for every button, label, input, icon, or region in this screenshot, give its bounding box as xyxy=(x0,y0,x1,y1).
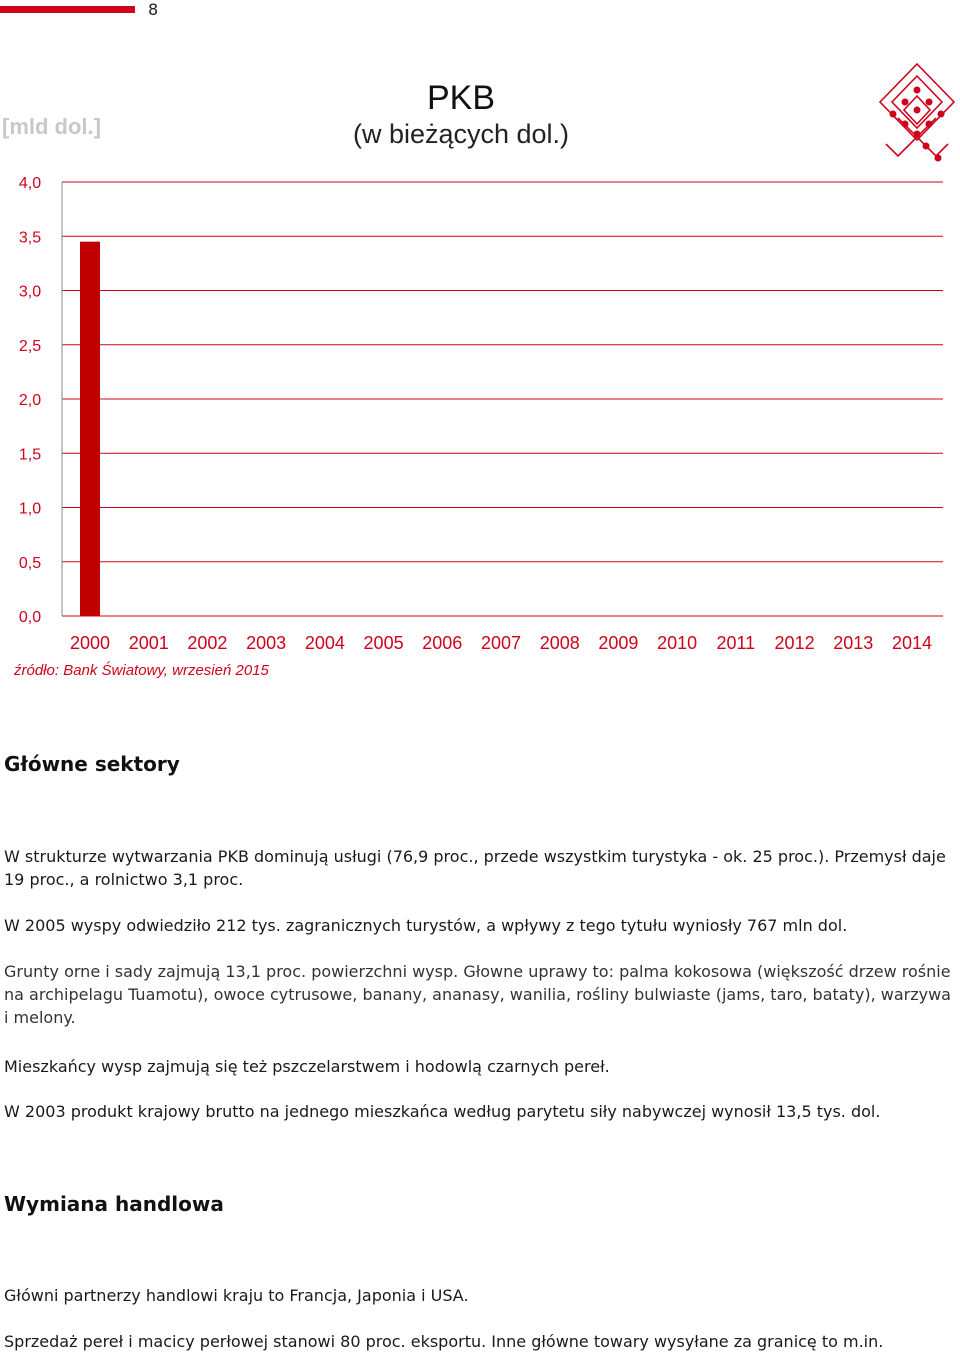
pkb-bar-chart xyxy=(0,160,960,660)
x-tick-label: 2002 xyxy=(187,633,228,653)
x-tick-label: 2003 xyxy=(246,633,287,653)
page-number: 8 xyxy=(148,0,159,19)
y-tick-label: 1,5 xyxy=(18,446,42,464)
paragraph: W strukturze wytwarzania PKB dominują usługi (76,9 proc., przede wszystkim turystyka - ok. 25 proc.). Przemysł daje 19 proc., a rolnictwo 3,1 proc. xyxy=(4,847,946,889)
paragraph: W 2005 wyspy odwiedziło 212 tys. zagranicznych turystów, a wpływy z tego tytułu wyniosły 767 mln dol. xyxy=(4,916,848,935)
y-tick-label: 3,5 xyxy=(18,229,42,247)
y-tick-label: 0,0 xyxy=(18,609,42,626)
section-heading-glowne-sektory: Główne sektory xyxy=(4,752,180,776)
chart-title-block xyxy=(0,78,960,150)
x-tick-label: 2007 xyxy=(480,633,522,653)
x-tick-label: 2008 xyxy=(539,633,580,653)
y-tick-label: 3,0 xyxy=(18,283,42,301)
paragraph: Grunty orne i sady zajmują 13,1 proc. powierzchni wysp. Głowne uprawy to: palma kokosowa (większość drzew rośnie na archipelagu Tuamotu), owoce cytrusowe, banany, ananasy, wanilia, rośliny bulwiaste (jams, taro, bataty), warzywa i melony. xyxy=(4,962,951,1027)
chart-source-note: źródło: Bank Światowy, wrzesień 2015 xyxy=(14,662,269,679)
y-tick-label: 1,0 xyxy=(18,500,42,518)
header-accent-bar xyxy=(0,6,135,13)
x-tick-label: 2010 xyxy=(657,633,698,653)
x-tick-label: 2009 xyxy=(598,633,639,653)
x-tick-label: 2012 xyxy=(774,633,815,653)
x-tick-label: 2000 xyxy=(69,633,111,653)
bar-2000 xyxy=(80,242,100,616)
brand-logo-icon xyxy=(878,62,956,174)
y-tick-label: 4,0 xyxy=(18,175,42,192)
x-tick-label: 2005 xyxy=(363,633,404,653)
y-tick-label: 0,5 xyxy=(18,554,42,572)
x-tick-label: 2011 xyxy=(716,633,756,653)
y-tick-label: 2,0 xyxy=(18,392,42,409)
section-heading-wymiana-handlowa: Wymiana handlowa xyxy=(4,1192,224,1216)
paragraph: Sprzedaż pereł i macicy perłowej stanowi 80 proc. eksportu. Inne główne towary wysyłane za granicę to m.in. xyxy=(4,1332,884,1351)
x-tick-label: 2004 xyxy=(304,633,345,653)
paragraph: Mieszkańcy wysp zajmują się też pszczelarstwem i hodowlą czarnych pereł. xyxy=(4,1057,610,1076)
x-tick-label: 2006 xyxy=(422,633,463,653)
chart-unit-label: [mld dol.] xyxy=(2,114,101,139)
x-tick-label: 2013 xyxy=(833,633,874,653)
chart-subtitle: (w bieżących dol.) xyxy=(352,119,570,149)
chart-title: PKB xyxy=(426,79,496,117)
x-tick-label: 2001 xyxy=(128,633,169,653)
x-tick-label: 2014 xyxy=(891,633,933,653)
paragraph: W 2003 produkt krajowy brutto na jednego mieszkańca według parytetu siły nabywczej wynosił 13,5 tys. dol. xyxy=(4,1102,881,1121)
y-tick-label: 2,5 xyxy=(18,337,42,355)
paragraph: Główni partnerzy handlowi kraju to Francja, Japonia i USA. xyxy=(4,1286,469,1305)
